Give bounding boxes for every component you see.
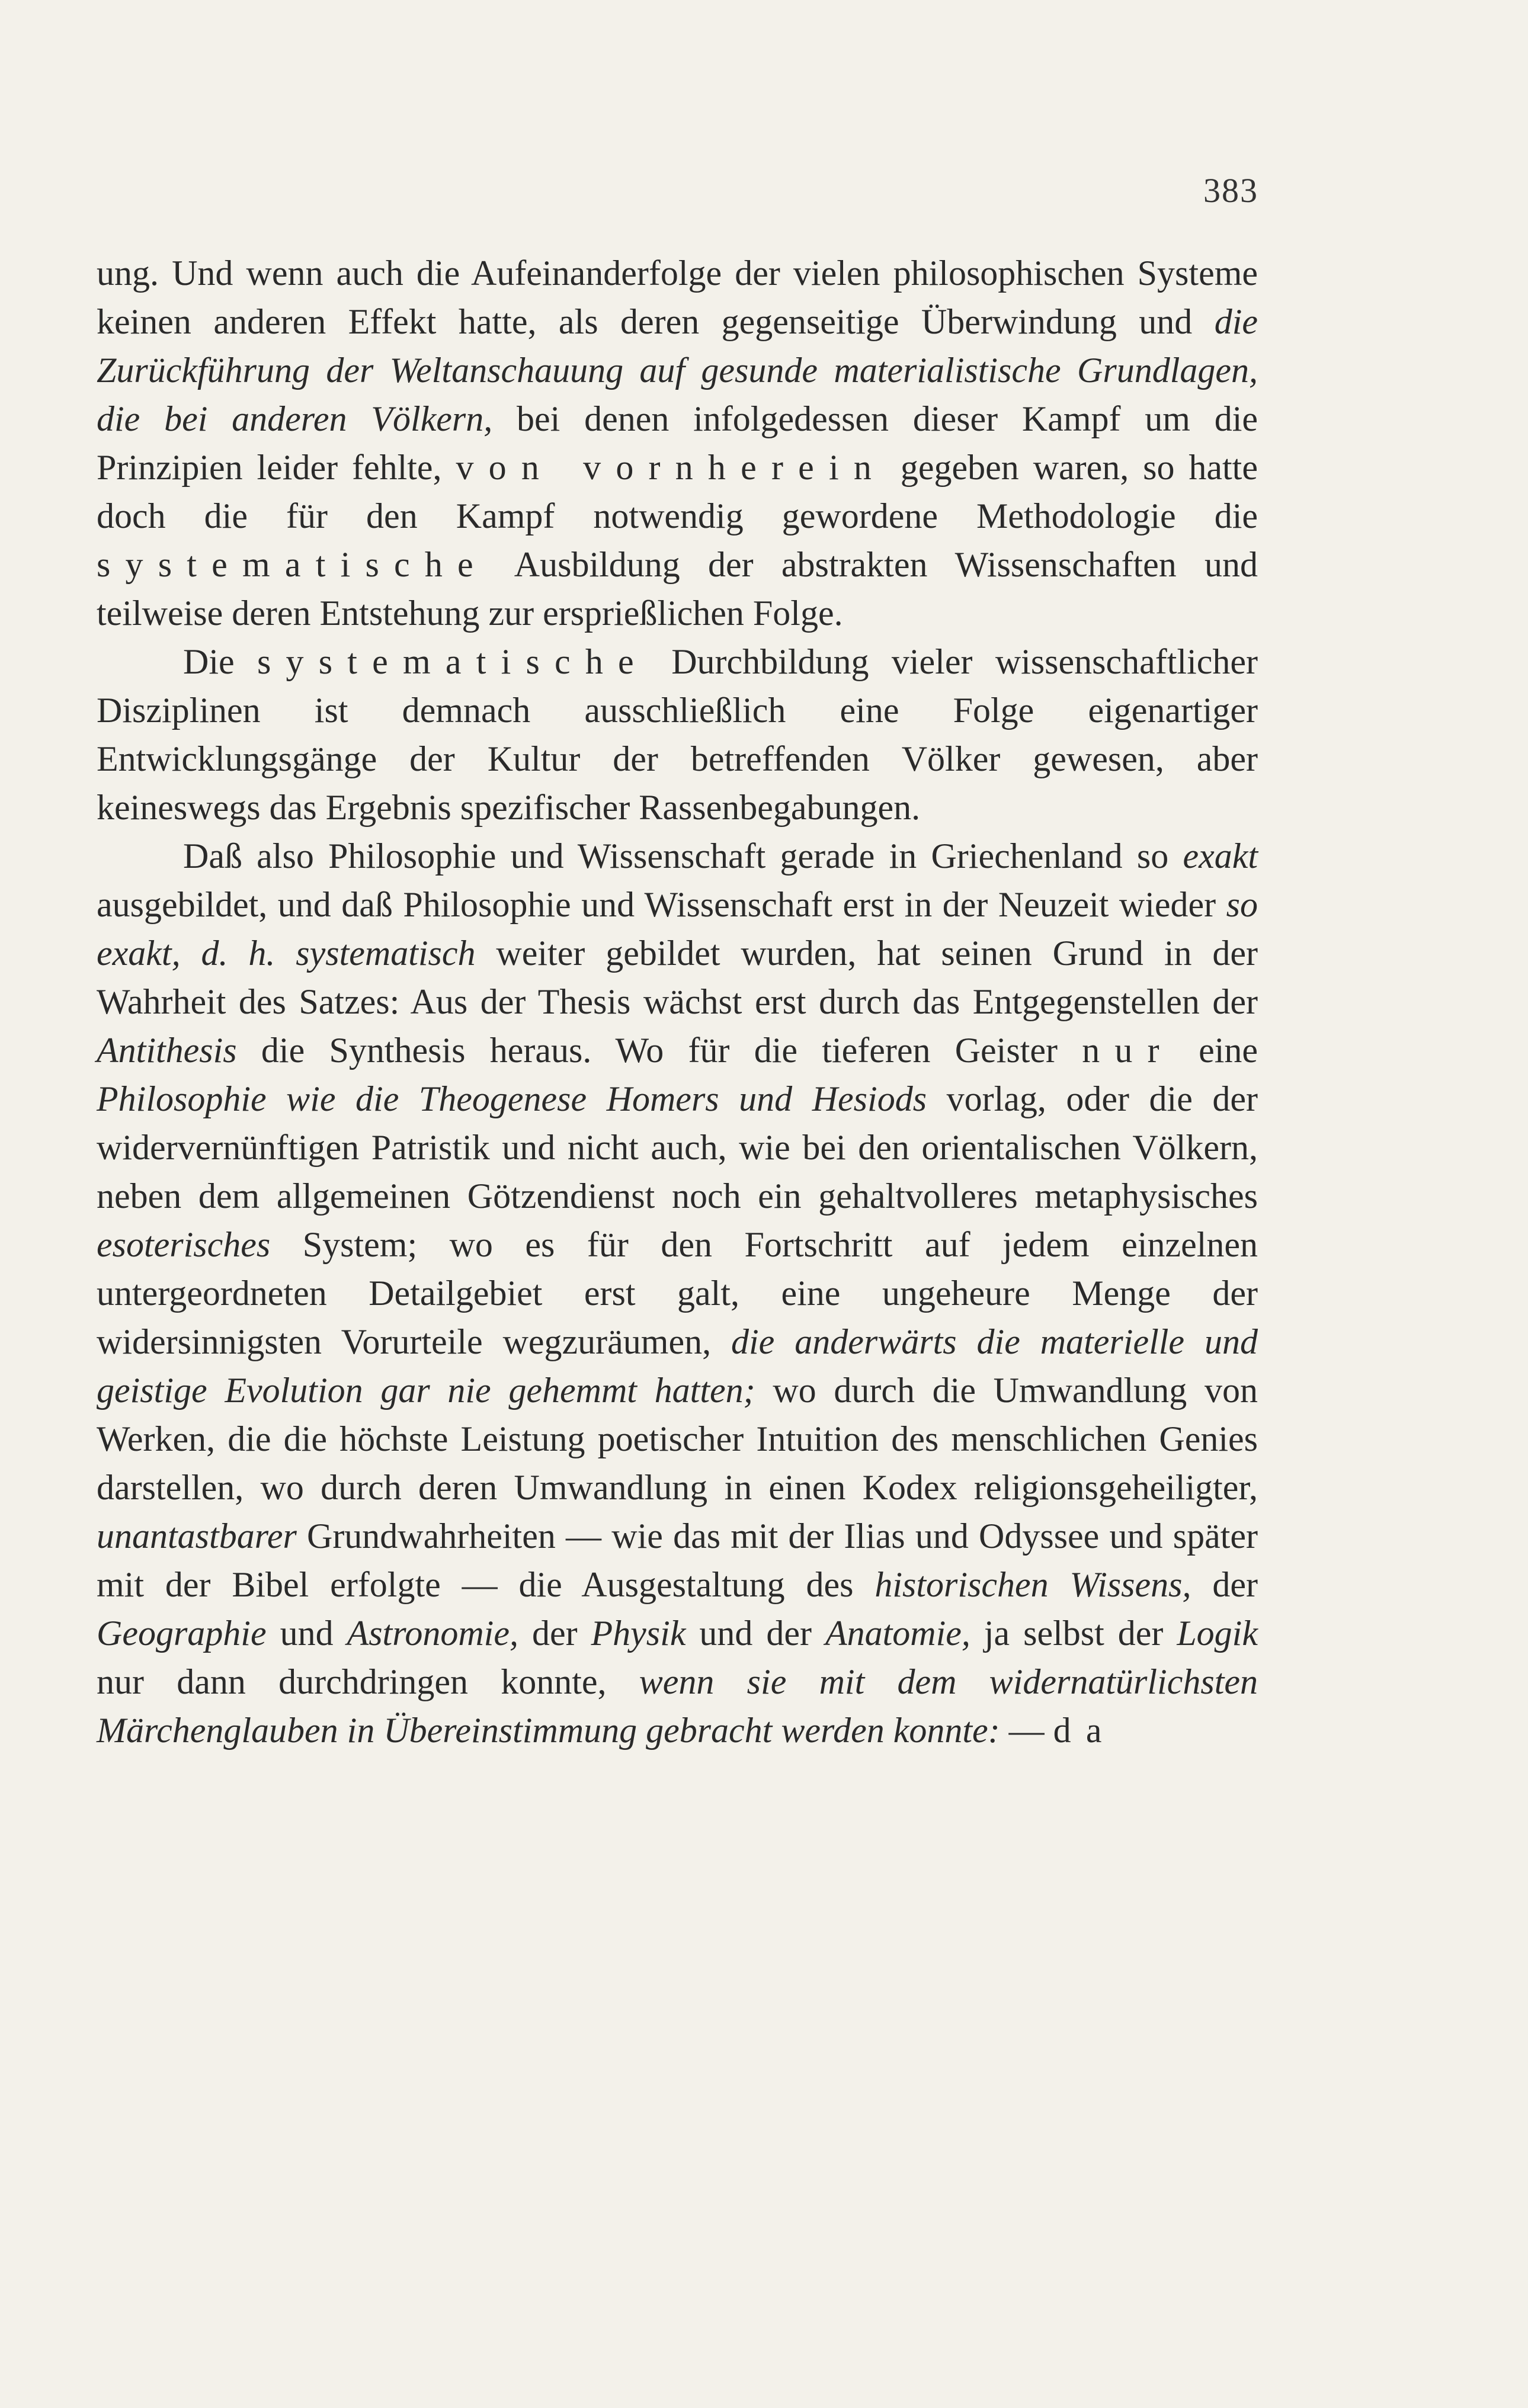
text-span: Ausbildung der abstrakten Wissenschaften und teilweise deren Entstehung zur ersprießlichen Folge. bbox=[97, 545, 1258, 633]
text-span: gegeben waren, so hatte doch die für den Kampf notwendig gewordene Methodologie die bbox=[97, 448, 1258, 536]
italic-text: Logik bbox=[1177, 1614, 1258, 1653]
italic-text: Anatomie, bbox=[825, 1614, 970, 1653]
italic-text: wenn sie mit dem widernatürlichsten Märchenglauben in Übereinstimmung gebracht werden konnte: bbox=[97, 1662, 1258, 1750]
text-span: bei denen infolgedessen dieser Kampf um die Prinzipien leider fehlte, bbox=[97, 399, 1258, 487]
text-span: Die bbox=[183, 642, 257, 681]
text-span: eine bbox=[1174, 1031, 1258, 1070]
italic-text: esoterisches bbox=[97, 1225, 271, 1264]
text-span: vorlag, oder die der widervernünftigen Patristik und nicht auch, wie bei den orientalischen Völkern, neben dem allgemeinen Götzendienst noch ein gehaltvolleres metaphysisches bbox=[97, 1079, 1258, 1216]
text-span: und bbox=[266, 1614, 347, 1653]
text-body bbox=[97, 249, 1258, 1755]
italic-text: unantastbarer bbox=[97, 1516, 297, 1556]
italic-text: Astronomie, bbox=[347, 1614, 518, 1653]
text-span: der bbox=[1191, 1565, 1258, 1604]
text-span: die Synthesis heraus. Wo für die tieferen Geister bbox=[236, 1031, 1082, 1070]
italic-text: Physik bbox=[591, 1614, 686, 1653]
italic-text: Philosophie wie die Theogenese Homers und Hesiods bbox=[97, 1079, 927, 1118]
text-span: Durchbildung vieler wissenschaftlicher Disziplinen ist demnach ausschließlich eine Folge eigenartiger Entwicklungsgänge der Kultur der betreffenden Völker gewesen, aber keineswegs das Ergebnis spezifischer Rassenbegabungen. bbox=[97, 642, 1258, 827]
text-span: Grundwahrheiten — wie das mit der Ilias und Odyssee und später mit der Bibel erfolgte — die Ausgestaltung des bbox=[97, 1516, 1258, 1604]
spaced-text: von vornherein bbox=[456, 448, 887, 487]
italic-text: so exakt, d. h. systematisch bbox=[97, 885, 1258, 973]
italic-text: Geographie bbox=[97, 1614, 267, 1653]
text-span: wo durch die Umwandlung von Werken, die die höchste Leistung poetischer Intuition des menschlichen Genies darstellen, wo durch deren Umwandlung in einen Kodex religionsgeheiligter, bbox=[97, 1371, 1258, 1507]
italic-text: Antithesis bbox=[97, 1031, 237, 1070]
text-span: weiter gebildet wurden, hat seinen Grund in der Wahrheit des Satzes: Aus der Thesis wächst erst durch das Entgegenstellen der bbox=[97, 934, 1258, 1021]
text-span: System; wo es für den Fortschritt auf jedem einzelnen untergeordneten Detailgebiet erst galt, eine ungeheure Menge der widersinnigsten Vorurteile wegzuräumen, bbox=[97, 1225, 1258, 1361]
paragraph bbox=[97, 249, 1258, 637]
spaced-text: da bbox=[1053, 1711, 1117, 1750]
page-number: 383 bbox=[1203, 171, 1258, 210]
text-span: der bbox=[518, 1614, 591, 1653]
paragraph bbox=[97, 637, 1258, 832]
spaced-text: systematische bbox=[97, 545, 488, 584]
paragraph bbox=[97, 832, 1258, 1755]
text-span: — bbox=[1000, 1711, 1053, 1750]
text-span: und der bbox=[685, 1614, 825, 1653]
text-span: Daß also Philosophie und Wissenschaft gerade in Griechenland so bbox=[183, 836, 1183, 876]
text-span: ja selbst der bbox=[970, 1614, 1177, 1653]
italic-text: die anderwärts die materielle und geistige Evolution gar nie gehemmt hatten; bbox=[97, 1322, 1258, 1410]
text-span: ung. Und wenn auch die Aufeinanderfolge der vielen philosophischen Systeme keinen anderen Effekt hatte, als deren gegenseitige Überwindung und bbox=[97, 254, 1258, 341]
text-span: nur dann durchdringen konnte, bbox=[97, 1662, 639, 1701]
italic-text: die Zurückführung der Weltanschauung auf gesunde materialistische Grundlagen, die bei anderen Völkern, bbox=[97, 302, 1258, 438]
spaced-text: systematische bbox=[257, 642, 649, 681]
spaced-text: nur bbox=[1082, 1031, 1174, 1070]
italic-text: historischen Wissens, bbox=[874, 1565, 1191, 1604]
text-span: ausgebildet, und daß Philosophie und Wissenschaft erst in der Neuzeit wieder bbox=[97, 885, 1226, 924]
italic-text: exakt bbox=[1183, 836, 1258, 876]
